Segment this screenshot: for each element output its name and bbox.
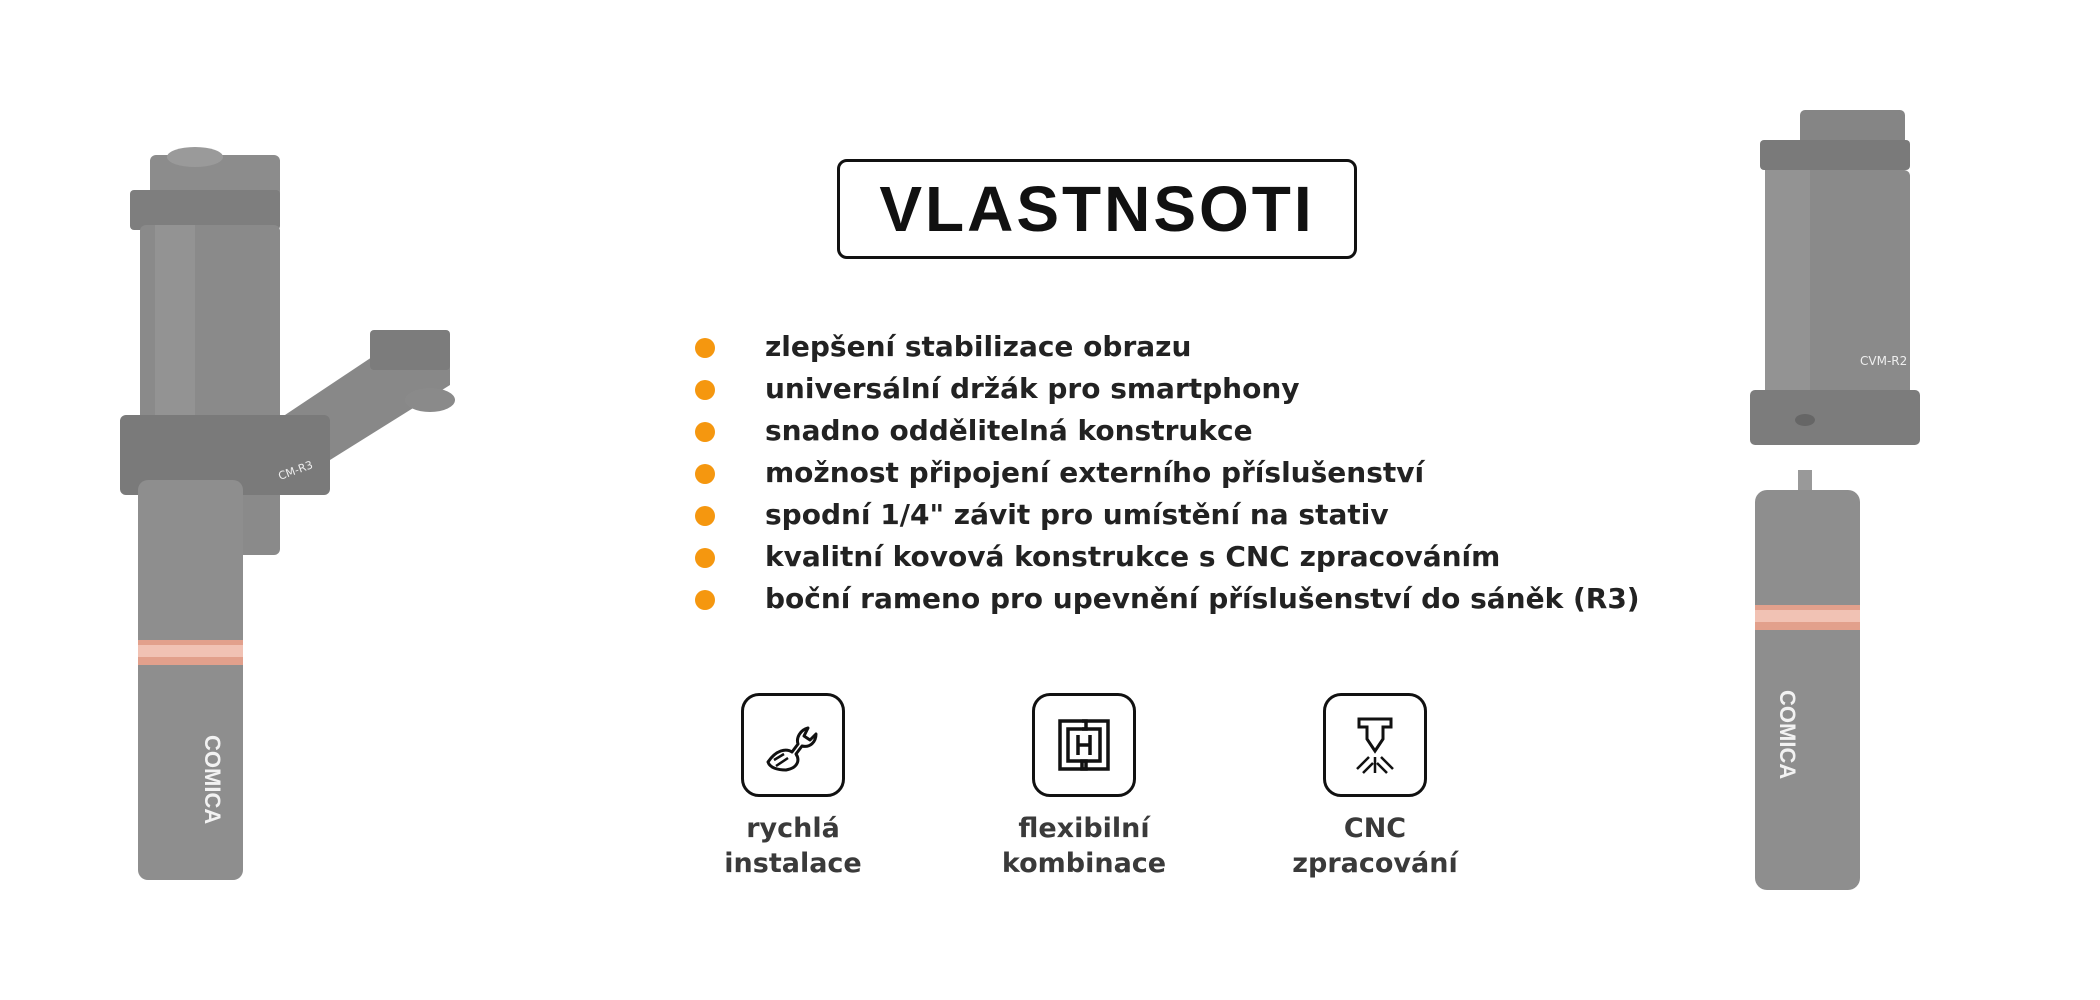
- feature-card-quick-install: [683, 693, 903, 881]
- feature-item: [695, 410, 1640, 452]
- feature-card-cnc: [1265, 693, 1485, 881]
- feature-card-caption: [1265, 811, 1485, 881]
- feature-item: [695, 578, 1640, 620]
- product-image-cvm-r2: [1740, 100, 1940, 900]
- caption-line: zpracování: [1292, 848, 1458, 879]
- feature-card-caption: [974, 811, 1194, 881]
- feature-item: [695, 536, 1640, 578]
- feature-card-flexible-combination: [974, 693, 1194, 881]
- feature-item: [695, 452, 1640, 494]
- feature-text: spodní 1/4" závit pro umístění na stativ: [765, 498, 1389, 531]
- bullet-dot: [695, 506, 715, 526]
- feature-text: universální držák pro smartphony: [765, 372, 1300, 405]
- caption-line: CNC: [1343, 813, 1407, 844]
- bullet-dot: [695, 590, 715, 610]
- title-box: [837, 159, 1357, 259]
- feature-text: snadno oddělitelná konstrukce: [765, 414, 1253, 447]
- cm-r3-grip-illustration: [110, 135, 490, 910]
- caption-line: instalace: [724, 848, 862, 879]
- bullet-dot: [695, 338, 715, 358]
- cnc-icon: [1323, 693, 1427, 797]
- cm-r3-brand: COMICA: [200, 735, 225, 825]
- caption-line: flexibilní: [1018, 813, 1150, 844]
- combination-icon: [1032, 693, 1136, 797]
- wrench-hand-icon: [741, 693, 845, 797]
- caption-line: kombinace: [1001, 848, 1167, 879]
- bullet-dot: [695, 380, 715, 400]
- feature-card-caption: [683, 811, 903, 881]
- cvm-r2-label: CVM-R2: [1860, 354, 1908, 368]
- feature-item: [695, 494, 1640, 536]
- feature-text: kvalitní kovová konstrukce s CNC zpracováním: [765, 540, 1501, 573]
- feature-item: [695, 368, 1640, 410]
- feature-list: [695, 326, 1640, 620]
- cvm-r2-grip-illustration: [1740, 100, 1940, 900]
- bullet-dot: [695, 464, 715, 484]
- cvm-r2-brand: COMICA: [1775, 690, 1800, 780]
- bullet-dot: [695, 548, 715, 568]
- product-image-cm-r3: [110, 135, 490, 910]
- feature-text: boční rameno pro upevnění příslušenství do sáněk (R3): [765, 582, 1640, 615]
- feature-text: zlepšení stabilizace obrazu: [765, 330, 1192, 363]
- page-title: VLASTNSOTI: [879, 173, 1315, 245]
- bullet-dot: [695, 422, 715, 442]
- feature-text: možnost připojení externího příslušenství: [765, 456, 1425, 489]
- cm-r3-label: CM-R3: [276, 458, 315, 483]
- feature-item: [695, 326, 1640, 368]
- caption-line: rychlá: [746, 813, 840, 844]
